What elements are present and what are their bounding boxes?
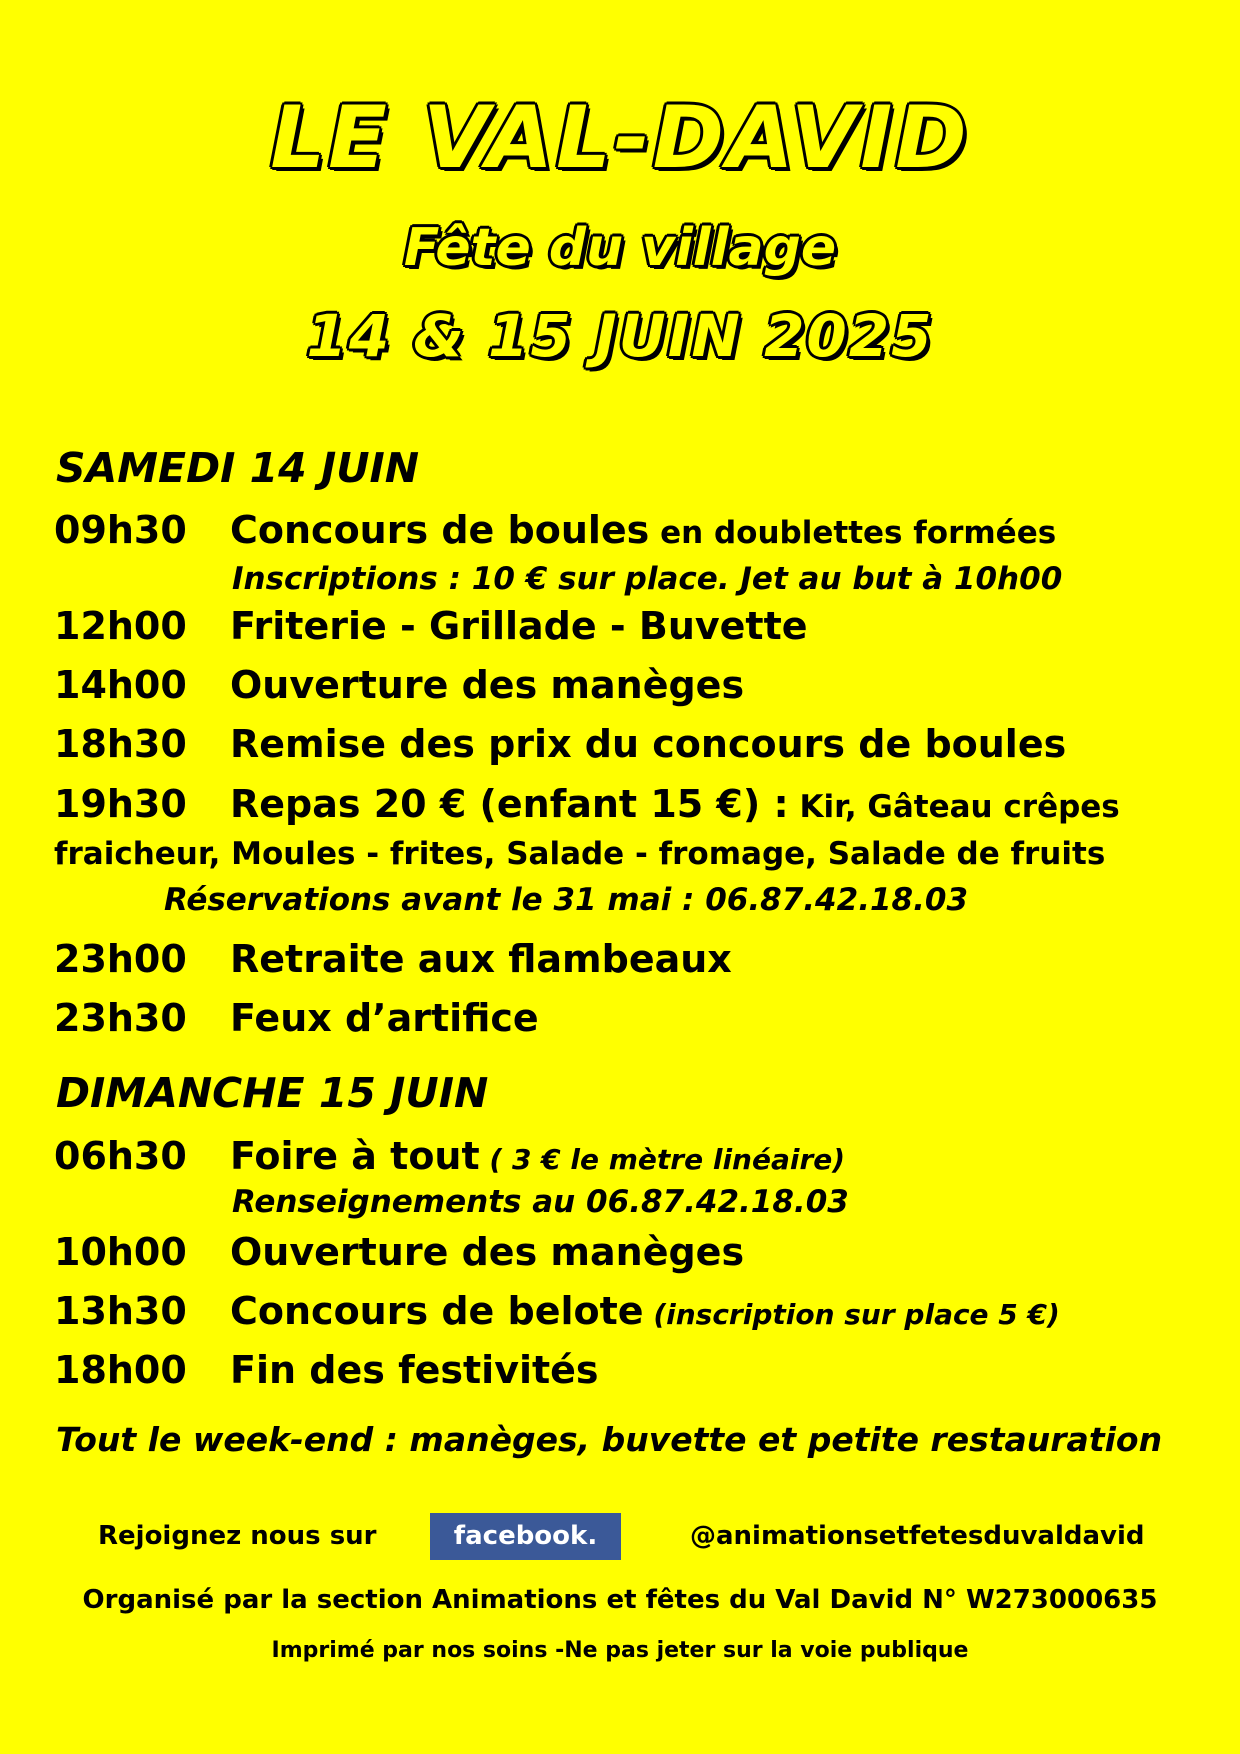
print-notice: Imprimé par nos soins -Ne pas jeter sur la voie publique xyxy=(271,1638,969,1663)
event-note: (inscription sur place 5 €) xyxy=(643,1298,1060,1331)
menu-line: fraicheur, Moules - frites, Salade - fromage, Salade de fruits xyxy=(54,836,1106,872)
event-label: Retraite aux flambeaux xyxy=(230,937,732,981)
event-time: 13h30 xyxy=(54,1289,187,1333)
event-label-main: Concours de boules xyxy=(230,508,650,552)
boules-note: Inscriptions : 10 € sur place. Jet au but à 10h00 xyxy=(232,561,1063,597)
event-label xyxy=(230,1134,845,1178)
organizer-line: Organisé par la section Animations et fêtes du Val David N° W273000635 xyxy=(82,1585,1158,1615)
event-label-main: Repas 20 € (enfant 15 €) : xyxy=(230,782,789,826)
event-label xyxy=(230,782,1120,826)
event-time: 10h00 xyxy=(54,1230,187,1274)
join-label: Rejoignez nous sur xyxy=(98,1521,377,1551)
event-label xyxy=(230,508,1056,552)
event-label: Remise des prix du concours de boules xyxy=(230,722,1067,766)
event-label xyxy=(230,1289,1060,1333)
weekend-info: Tout le week-end : manèges, buvette et petite restauration xyxy=(56,1420,1163,1459)
poster-dates: 14 & 15 JUIN 2025 xyxy=(306,302,934,370)
event-time: 18h00 xyxy=(54,1348,187,1392)
event-time: 19h30 xyxy=(54,782,187,826)
foire-info: Renseignements au 06.87.42.18.03 xyxy=(232,1184,849,1220)
event-label: Ouverture des manèges xyxy=(230,663,745,707)
saturday-heading: SAMEDI 14 JUIN xyxy=(56,444,420,492)
event-time: 12h00 xyxy=(54,604,187,648)
event-label-main: Foire à tout xyxy=(230,1134,480,1178)
event-label-small: Kir, Gâteau crêpes xyxy=(788,789,1120,825)
event-time: 23h30 xyxy=(54,996,187,1040)
poster-subtitle: Fête du village xyxy=(403,218,837,278)
event-label: Friterie - Grillade - Buvette xyxy=(230,604,808,648)
event-label: Feux d’artifice xyxy=(230,996,539,1040)
reservation-info: Réservations avant le 31 mai : 06.87.42.18.03 xyxy=(164,882,969,918)
sunday-heading: DIMANCHE 15 JUIN xyxy=(56,1069,489,1117)
event-time: 06h30 xyxy=(54,1134,187,1178)
facebook-handle[interactable]: @animationsetfetesduvaldavid xyxy=(690,1521,1145,1551)
event-time: 18h30 xyxy=(54,722,187,766)
event-time: 23h00 xyxy=(54,937,187,981)
event-note: ( 3 € le mètre linéaire) xyxy=(479,1143,846,1176)
event-time: 09h30 xyxy=(54,508,187,552)
event-label-main: Concours de belote xyxy=(230,1289,644,1333)
facebook-logo[interactable]: facebook. xyxy=(430,1513,621,1560)
event-label-small: en doublettes formées xyxy=(649,515,1057,551)
event-label: Fin des festivités xyxy=(230,1348,599,1392)
poster-title: LE VAL-DAVID xyxy=(270,88,970,188)
event-time: 14h00 xyxy=(54,663,187,707)
event-label: Ouverture des manèges xyxy=(230,1230,745,1274)
